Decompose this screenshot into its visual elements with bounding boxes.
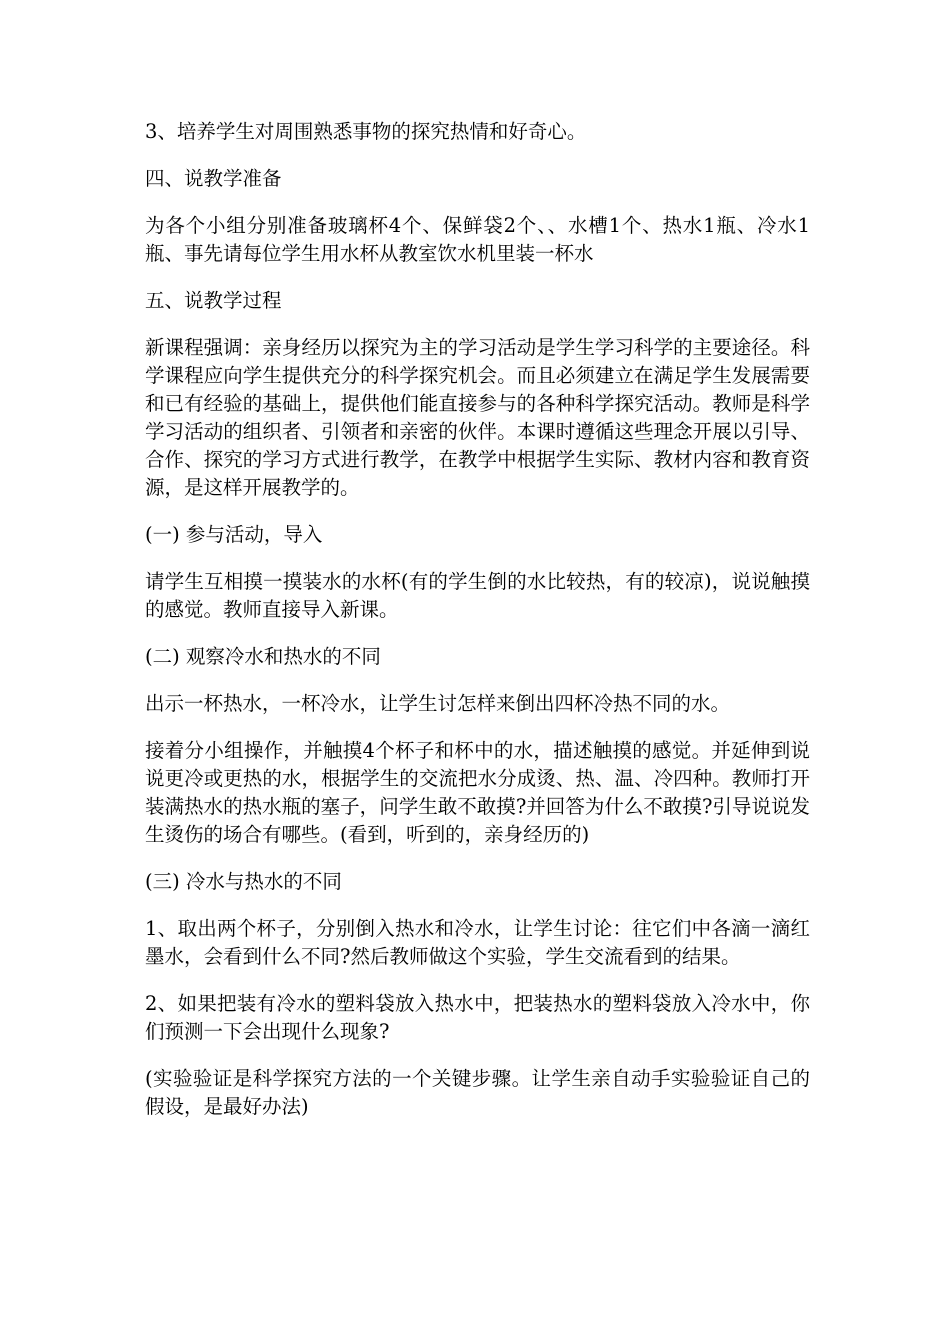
group-operation-paragraph: 接着分小组操作，并触摸4个杯子和杯中的水，描述触摸的感觉。并延伸到说说更冷或更热的水，根据学生的交流把水分成烫、热、温、冷四种。教师打开装满热水的热水瓶的塞子，问学生敢不敢摸?并回答为什么不敢摸?引导说说发生烫伤的场合有哪些。(看到，听到的，亲身经历的) xyxy=(145,739,810,846)
document-body xyxy=(145,118,810,1140)
experiment-2-paragraph: 2、如果把装有冷水的塑料袋放入热水中，把装热水的塑料袋放入冷水中，你们预测一下会出现什么现象? xyxy=(145,992,810,1043)
preparation-paragraph: 为各个小组分别准备玻璃杯4个、保鲜袋2个、、水槽1个、热水1瓶、冷水1瓶、事先请每位学生用水杯从教室饮水机里装一杯水 xyxy=(145,214,810,265)
observe-paragraph: 出示一杯热水，一杯冷水，让学生讨怎样来倒出四杯冷热不同的水。 xyxy=(145,692,731,715)
subheading-intro: (一) 参与活动，导入 xyxy=(145,523,323,546)
intro-paragraph: 请学生互相摸一摸装水的水杯(有的学生倒的水比较热，有的较凉)，说说触摸的感觉。教师直接导入新课。 xyxy=(145,570,810,621)
subheading-difference: (三) 冷水与热水的不同 xyxy=(145,870,342,893)
section-heading-preparation: 四、说教学准备 xyxy=(145,167,282,190)
section-heading-process: 五、说教学过程 xyxy=(145,289,282,312)
subheading-observe: (二) 观察冷水和热水的不同 xyxy=(145,645,381,668)
goal-3-paragraph: 3、培养学生对周围熟悉事物的探究热情和好奇心。 xyxy=(145,120,587,143)
verification-note-paragraph: (实验验证是科学探究方法的一个关键步骤。让学生亲自动手实验验证自己的假设，是最好办法) xyxy=(145,1067,810,1118)
curriculum-paragraph: 新课程强调：亲身经历以探究为主的学习活动是学生学习科学的主要途径。科学课程应向学生提供充分的科学探究机会。而且必须建立在满足学生发展需要和已有经验的基础上，提供他们能直接参与的各种科学探究活动。教师是科学学习活动的组织者、引领者和亲密的伙伴。本课时遵循这些理念开展以引导、合作、探究的学习方式进行教学，在教学中根据学生实际、教材内容和教育资源，是这样开展教学的。 xyxy=(145,336,810,499)
experiment-1-paragraph: 1、取出两个杯子，分别倒入热水和冷水，让学生讨论：往它们中各滴一滴红墨水，会看到什么不同?然后教师做这个实验，学生交流看到的结果。 xyxy=(145,917,810,968)
